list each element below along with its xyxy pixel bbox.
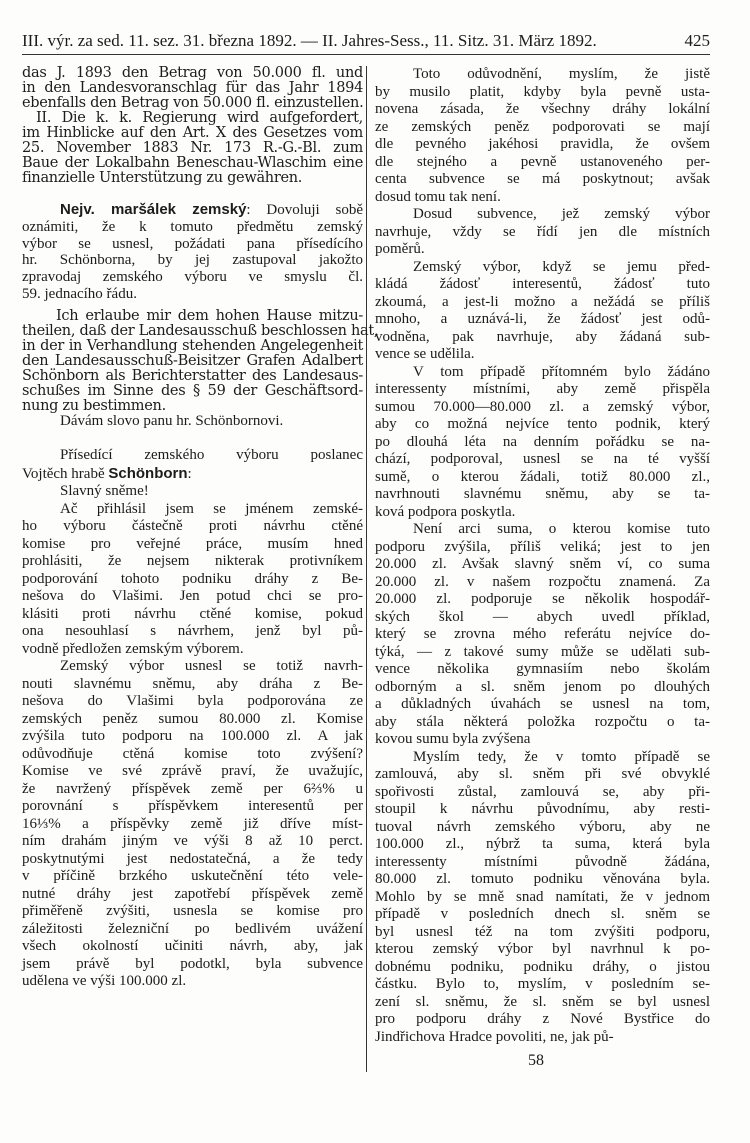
text-line: vodně předložen zemským výborem. xyxy=(22,640,244,657)
text-line: 80.000 zl. tomuto podniku věnována byla. xyxy=(375,871,710,887)
text-line: případě v posledních dnech sl. sněm se xyxy=(375,906,710,922)
text-line: v příčině brzkého uskutečnění této vele- xyxy=(22,868,363,884)
text-line: novena zásada, že všechny dráhy lokální xyxy=(375,101,710,117)
text-line: ho výboru částečně proti návrhu ctěné xyxy=(22,518,363,534)
text-line: Ich erlaube mir dem hohen Hause mitzu- xyxy=(56,308,363,324)
text-line: tuoval návrh zemského výboru, aby ne xyxy=(375,818,710,835)
text-line: ských škol — abych uvedl příklad, xyxy=(375,608,710,625)
text-line: ková podpora poskytla. xyxy=(375,503,516,520)
text-line: podporování tohoto podniku dráhy z Be- xyxy=(22,570,363,587)
text-line: Zemský výbor, když se jemu před- xyxy=(413,258,710,275)
text-block xyxy=(22,447,363,991)
text-line: všech okolností učiniti návrh, aby, jak xyxy=(22,938,363,954)
text-line: přiměřeně zvýšiti, usnesla se komise pro xyxy=(22,903,363,919)
text-line: 20.000 zl. Avšak slavný sněm ví, co suma xyxy=(375,556,710,572)
text-line: 25. November 1883 Nr. 173 R.-G.-Bl. zum xyxy=(22,140,363,156)
paragraph xyxy=(22,483,363,501)
text-line: Baue der Lokalbahn Beneschau-Wlaschim eine xyxy=(22,155,363,171)
text-line: in der in Verhandlung stehenden Angelegenheit xyxy=(22,338,363,354)
paragraph xyxy=(22,501,363,659)
text-line: udělena ve výši 100.000 zl. xyxy=(22,973,187,989)
text-line: spořivosti zůstal, zamlouvá se, aby při- xyxy=(375,783,710,800)
running-header xyxy=(22,31,710,51)
text-line: prohlásiti, že nejsem nikterak protivníkem xyxy=(22,553,363,569)
text-line: navrhuje, vždy se řídí jen dle místních xyxy=(375,223,710,240)
text-line: stoupil k návrhu původnímu, aby resti- xyxy=(375,801,710,817)
text-line: mnoho, a uznává-li, že žádosť jest odů- xyxy=(375,311,710,327)
text-line: poměrů. xyxy=(375,241,425,257)
text-line: Komise ve své zprávě praví, že uvažujíc, xyxy=(22,763,363,779)
text-line: Jindřichova Hradce povoliti, ne, jak pů- xyxy=(375,1028,614,1045)
text-line: 20.000 zl. v našem rozpočtu znamená. Za xyxy=(375,573,710,590)
text-line: dobnému podniku, podniku dráhy, o jistou xyxy=(375,958,710,975)
text-line: zamlouvá, aby sl. sněm při své obvyklé xyxy=(375,766,710,782)
text-line: interessenty místními, aby země přispěla xyxy=(375,381,710,397)
text-line: jsem právě byl podotkl, byla subvence xyxy=(22,955,363,972)
text-line: pro podporu dráhy z Nové Bystřice do xyxy=(375,1011,710,1027)
text-line: finanzielle Unterstützung zu gewähren. xyxy=(22,170,303,186)
text-line: interessenty místními původně žádána, xyxy=(375,853,710,870)
text-line: dle stejného a pevně ustanoveného per- xyxy=(375,153,710,170)
text-line: chází, podporoval, usnesl se na té vyšší xyxy=(375,451,710,467)
paragraph xyxy=(22,66,363,111)
text-line: hr. Schönborna, by jej zastupoval jakožto xyxy=(22,252,363,269)
column-divider xyxy=(366,66,367,1072)
text-line: ním drahám jiným ve výši 8 až 10 perct. xyxy=(22,833,363,849)
text-line: zení sl. sněmu, že sl. sněm se byl usnesl xyxy=(375,993,710,1010)
text-block xyxy=(22,308,379,429)
paragraph xyxy=(375,206,710,259)
text-line: sumou 70.000—80.000 zl. a zemský výbor, xyxy=(375,398,710,415)
paragraph xyxy=(22,447,363,483)
text-line: das J. 1893 den Betrag von 50.000 fl. und xyxy=(22,65,363,81)
text-line: nung zu bestimmen. xyxy=(22,398,166,414)
header-rule xyxy=(22,54,710,55)
text-line: týká, — z takové sumy může se udělati sub- xyxy=(375,643,710,660)
text-line: Není arci suma, o kterou komise tuto xyxy=(413,521,710,537)
text-line: aby co možná nejvíce tento podnik, který xyxy=(375,416,710,432)
text-line: který se zrovna mého referátu nejvíce do- xyxy=(375,626,710,642)
speaker-colon: : xyxy=(187,465,192,482)
text-line: Dosud subvence, jež zemský výbor xyxy=(413,206,710,222)
text-line: Ač přihlásil jsem se jménem zemské- xyxy=(60,500,363,517)
paragraph xyxy=(375,749,710,1047)
text-line: vodněna, pak navrhuje, aby žádaná sub- xyxy=(375,328,710,345)
text-line: Zemský výbor usnesl se totiž navrh- xyxy=(60,658,363,674)
text-block xyxy=(22,202,363,303)
text-line: poskytnutými jest nedostatečná, a že tedy xyxy=(22,850,363,867)
text-line: dle pevného jakéhosi pravidla, že ovšem xyxy=(375,136,710,152)
text-line: sumě, o kterou žádali, totiž 80.000 zl., xyxy=(375,468,710,485)
paragraph xyxy=(375,521,710,749)
text-line: ona nesouhlasí s návrhem, jenž byl pů- xyxy=(22,623,363,639)
text-line: ze zemských peněz podporovati se mají xyxy=(375,118,710,135)
text-line: 20.000 zl. podporuje se několik hospodář- xyxy=(375,591,710,607)
page-number-top: 425 xyxy=(684,31,710,50)
text-line: odůvodňuje ctěná komise toto zvýšení? xyxy=(22,745,363,762)
text-line: kovou sumu byla zvýšena xyxy=(375,731,531,747)
text-line: aby stála některá položka rozpočtu o ta- xyxy=(375,713,710,730)
text-line: by musilo platit, kdyby byla pevně usta- xyxy=(375,83,710,100)
text-line: in den Landesvoranschlag für das Jahr 1894 xyxy=(22,80,363,96)
text-line: Mohlo by se mně snad namítati, že v jednom xyxy=(375,888,710,905)
text-line xyxy=(22,202,363,219)
text-line: nutné dráhy jest zapotřebí příspěvek země xyxy=(22,885,363,902)
text-block xyxy=(22,66,363,186)
paragraph xyxy=(22,414,363,429)
text-line: komise pro veřejné práce, musím hned xyxy=(22,535,363,552)
text-line: nouti slavnému sněmu, aby dráha z Be- xyxy=(22,675,363,692)
text-line: zvýšila tuto podporu na 100.000 zl. A jak xyxy=(22,728,363,744)
text-line: zpravodaj zemského výboru ve smyslu čl. xyxy=(22,269,363,286)
speaker-name: Nejv. maršálek zemský xyxy=(60,201,247,218)
text-line: schußes im Sinne des § 59 der Geschäftsord- xyxy=(22,383,363,399)
paragraph xyxy=(22,658,363,991)
text-line: vence se udělila. xyxy=(375,346,475,362)
text-line: im Hinblicke auf den Art. X des Gesetzes vom xyxy=(22,125,363,141)
text-line: částku. Bylo to, myslím, v posledním se- xyxy=(375,976,710,992)
text-line: Dávám slovo panu hr. Schönbornovi. xyxy=(60,413,284,429)
text-line xyxy=(22,465,363,484)
paragraph xyxy=(375,259,710,364)
text-line: V tom případě přítomném bylo žádáno xyxy=(413,363,710,380)
text-line: po dlouhá léta na denním pořádku se na- xyxy=(375,433,710,450)
text-line: kládá žádosť interesentů, žádosť tuto xyxy=(375,276,710,292)
text-line: Schönborn als Berichterstatter des Landesaus- xyxy=(22,368,363,384)
text-line: zemských peněz sumou 80.000 zl. Komise xyxy=(22,710,363,727)
text-line: II. Die k. k. Regierung wird aufgefordert, xyxy=(36,110,363,126)
text-line: podporu zvýšila, příliš veliká; jest to jen xyxy=(375,538,710,555)
text-line: zkoumá, a jest-li možno a nežádá se příliš xyxy=(375,293,710,310)
text-line: theilen, daß der Landesausschuß beschlossen hat, xyxy=(22,323,379,339)
text-line: porovnání s příspěvkem interesentů per xyxy=(22,798,363,814)
speaker-prefix: Vojtěch hrabě xyxy=(22,465,109,482)
text-line: a důkladných úvahách se usnesl na tom, xyxy=(375,696,710,712)
text-line: navrhnouti slavnému sněmu, aby se ta- xyxy=(375,486,710,502)
text-line: nešova do Vlašimi byla podporována ze xyxy=(22,693,363,709)
text-line: výbor se usnesl, požádati pana přísedícího xyxy=(22,235,363,252)
paragraph xyxy=(22,111,363,186)
text-line: nešova do Vlašimi. Jen potud chci se pro- xyxy=(22,588,363,604)
paragraph xyxy=(22,308,379,414)
text-line: klásiti proti návrhu ctěné komise, pokud xyxy=(22,605,363,622)
text-line: oznámiti, že k tomuto předmětu zemský xyxy=(22,218,363,235)
paragraph xyxy=(22,202,363,303)
sheet-number: 58 xyxy=(528,1052,544,1069)
speaker-name: Schönborn xyxy=(108,464,188,482)
text-line: dosud tomu tak není. xyxy=(375,188,501,205)
text-line: 59. jednacího řádu. xyxy=(22,285,137,302)
text-line: kterou zemský výbor byl navrhnul k po- xyxy=(375,941,710,957)
text-line: 100.000 zl., nýbrž ta suma, která byla xyxy=(375,836,710,852)
text-line: odborným a sl. sněm jenom po dlouhých xyxy=(375,678,710,695)
header-title: III. výr. za sed. 11. sez. 31. března 1892. — II. Jahres-Sess., 11. Sitz. 31. März 1892. xyxy=(22,31,597,50)
text-line: záležitosti železniční po bedlivém uvážení xyxy=(22,920,363,937)
text-line: Přísedící zemského výboru poslanec xyxy=(60,447,363,463)
text-line: den Landesausschuß-Beisitzer Grafen Adalbert xyxy=(22,353,363,369)
text-line: centa subvence se má poskytnout; avšak xyxy=(375,171,710,187)
paragraph xyxy=(375,364,710,522)
text-line: ebenfalls den Betrag von 50.000 fl. einzustellen. xyxy=(22,95,364,111)
text-block xyxy=(375,66,710,1046)
text-line: 16⅓% a příspěvky země již dříve míst- xyxy=(22,815,363,832)
text-line: byl usnesl též na tom zvýšiti podporu, xyxy=(375,923,710,940)
speech-text: : Dovoluji sobě xyxy=(246,202,363,218)
text-line: Toto odůvodnění, myslím, že jistě xyxy=(413,66,710,82)
text-line: Myslím tedy, že v tomto případě se xyxy=(413,748,710,765)
paragraph xyxy=(375,66,710,206)
text-line: Slavný sněme! xyxy=(60,483,149,499)
text-line: že navržený příspěvek země per 6⅔% u xyxy=(22,780,363,797)
text-line: vence několika gymnasiím nebo školám xyxy=(375,661,710,677)
